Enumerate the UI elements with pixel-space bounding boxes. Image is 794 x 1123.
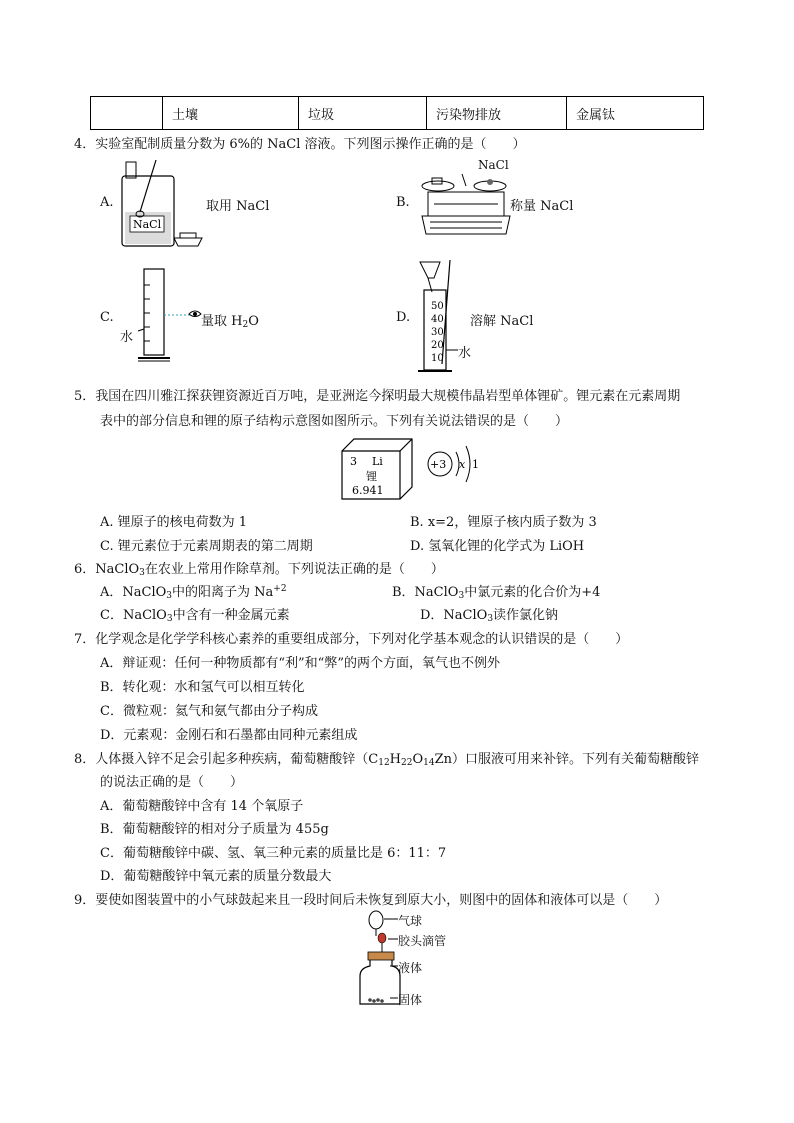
dissolve-water-label: 水 bbox=[458, 346, 472, 361]
q5-option-c: C. 锂元素位于元素周期表的第二周期 bbox=[100, 539, 313, 554]
q4-stem: 4．实验室配制质量分数为 6%的 NaCl 溶液。下列图示操作正确的是（ ） bbox=[74, 137, 526, 152]
element-cell-figure bbox=[340, 437, 414, 501]
q4-option-d-letter: D. bbox=[396, 310, 411, 325]
table-cell: 土壤 bbox=[163, 97, 299, 130]
q8-stem-line2: 的说法正确的是（ ） bbox=[100, 775, 244, 790]
element-symbol: Li bbox=[372, 455, 383, 468]
scale-mark: 40 bbox=[431, 314, 444, 325]
q8-option-a: A．葡萄糖酸锌中含有 14 个氧原子 bbox=[100, 799, 304, 814]
q8-option-b: B．葡萄糖酸锌的相对分子质量为 455g bbox=[100, 822, 329, 837]
element-name: 锂 bbox=[366, 470, 377, 483]
q7-option-c: C．微粒观：氦气和氨气都由分子构成 bbox=[100, 704, 318, 719]
q7-option-a: A．辩证观：任何一种物质都有“利”和“弊”的两个方面，氧气也不例外 bbox=[100, 656, 500, 671]
scale-mark: 50 bbox=[431, 301, 444, 312]
cylinder-water-label: 水 bbox=[120, 330, 134, 345]
table-cell: 污染物排放 bbox=[427, 97, 567, 130]
solid-label: 固体 bbox=[398, 993, 423, 1007]
liquid-label: 液体 bbox=[398, 961, 423, 975]
q5-stem-line1: 5．我国在四川雅江探获锂资源近百万吨，是亚洲迄今探明最大规模伟晶岩型单体锂矿。锂元素在元素周期 bbox=[74, 389, 681, 404]
bottle-label: NaCl bbox=[133, 218, 162, 231]
table-cell bbox=[91, 97, 163, 130]
balance-scale-figure bbox=[418, 170, 514, 242]
element-number: 3 bbox=[350, 455, 357, 468]
q6-option-a: A．NaClO$_3$中的阳离子为 $Na^{+2}$ bbox=[100, 584, 287, 601]
q7-option-b: B．转化观：水和氢气可以相互转化 bbox=[100, 680, 305, 695]
q6-option-d: D．NaClO$_3$读作氯化钠 bbox=[420, 608, 559, 624]
q6-option-b: B．NaClO$_3$中氯元素的化合价为+4 bbox=[392, 585, 601, 601]
q8-option-c: C．葡萄糖酸锌中碳、氢、氧三种元素的质量比是 6：11：7 bbox=[100, 846, 447, 861]
shell-x: x bbox=[459, 458, 466, 471]
q6-option-c: C．NaClO$_3$中含有一种金属元素 bbox=[100, 608, 290, 624]
dropper-label: 胶头滴管 bbox=[398, 934, 447, 948]
q4-option-b-letter: B. bbox=[396, 195, 410, 210]
q4-option-d-text: 溶解 NaCl bbox=[470, 314, 534, 329]
q5-stem-line2: 表中的部分信息和锂的原子结构示意图如图所示。下列有关说法错误的是（ ） bbox=[100, 414, 569, 429]
table-cell: 垃圾 bbox=[299, 97, 427, 130]
table-row bbox=[91, 97, 704, 130]
q9-stem: 9．要使如图装置中的小气球鼓起来且一段时间后未恢复到原大小，则图中的固体和液体可以是（ ） bbox=[74, 893, 668, 908]
shell-outer: 1 bbox=[472, 458, 479, 471]
reagent-bottle-spoon-figure bbox=[118, 154, 208, 250]
eye-icon bbox=[188, 309, 202, 319]
q6-stem: 6．NaClO$_3$在农业上常用作除草剂。下列说法正确的是（ ） bbox=[74, 562, 444, 578]
q5-option-a: A. 锂原子的核电荷数为 1 bbox=[100, 515, 248, 530]
nucleus-charge: +3 bbox=[430, 458, 447, 471]
element-mass: 6.941 bbox=[352, 484, 384, 497]
scale-mark: 20 bbox=[431, 340, 444, 351]
table-cell: 金属钛 bbox=[567, 97, 704, 130]
q8-stem-line1: 8．人体摄入锌不足会引起多种疾病，葡萄糖酸锌$(C_{12}H_{22}O_{14}Zn)$口服液可用来补锌。下列有关葡萄糖酸锌 bbox=[74, 752, 699, 768]
q8-option-d: D．葡萄糖酸锌中氧元素的质量分数最大 bbox=[100, 869, 332, 884]
q4-option-a-letter: A. bbox=[100, 195, 114, 210]
q4-option-b-text: 称量 NaCl bbox=[510, 199, 574, 214]
q7-stem: 7．化学观念是化学学科核心素养的重要组成部分，下列对化学基本观念的认识错误的是（ ） bbox=[74, 632, 629, 647]
data-table bbox=[90, 96, 704, 130]
scale-mark: 10 bbox=[431, 353, 444, 364]
scale-mark: 30 bbox=[431, 327, 444, 338]
balloon-label: 气球 bbox=[398, 914, 423, 928]
q4-option-c-text: 量取 $H_2O$ bbox=[201, 314, 259, 330]
q4-option-c-letter: C. bbox=[100, 310, 114, 325]
atomic-structure-figure bbox=[424, 442, 484, 486]
q5-option-b: B. x=2，锂原子核内质子数为 3 bbox=[410, 515, 597, 530]
balance-label: NaCl bbox=[478, 158, 509, 172]
q7-option-d: D．元素观：金刚石和石墨都由同种元素组成 bbox=[100, 728, 358, 743]
q5-option-d: D. 氢氧化锂的化学式为 LiOH bbox=[410, 539, 585, 554]
q4-option-a-text: 取用 NaCl bbox=[206, 199, 270, 214]
